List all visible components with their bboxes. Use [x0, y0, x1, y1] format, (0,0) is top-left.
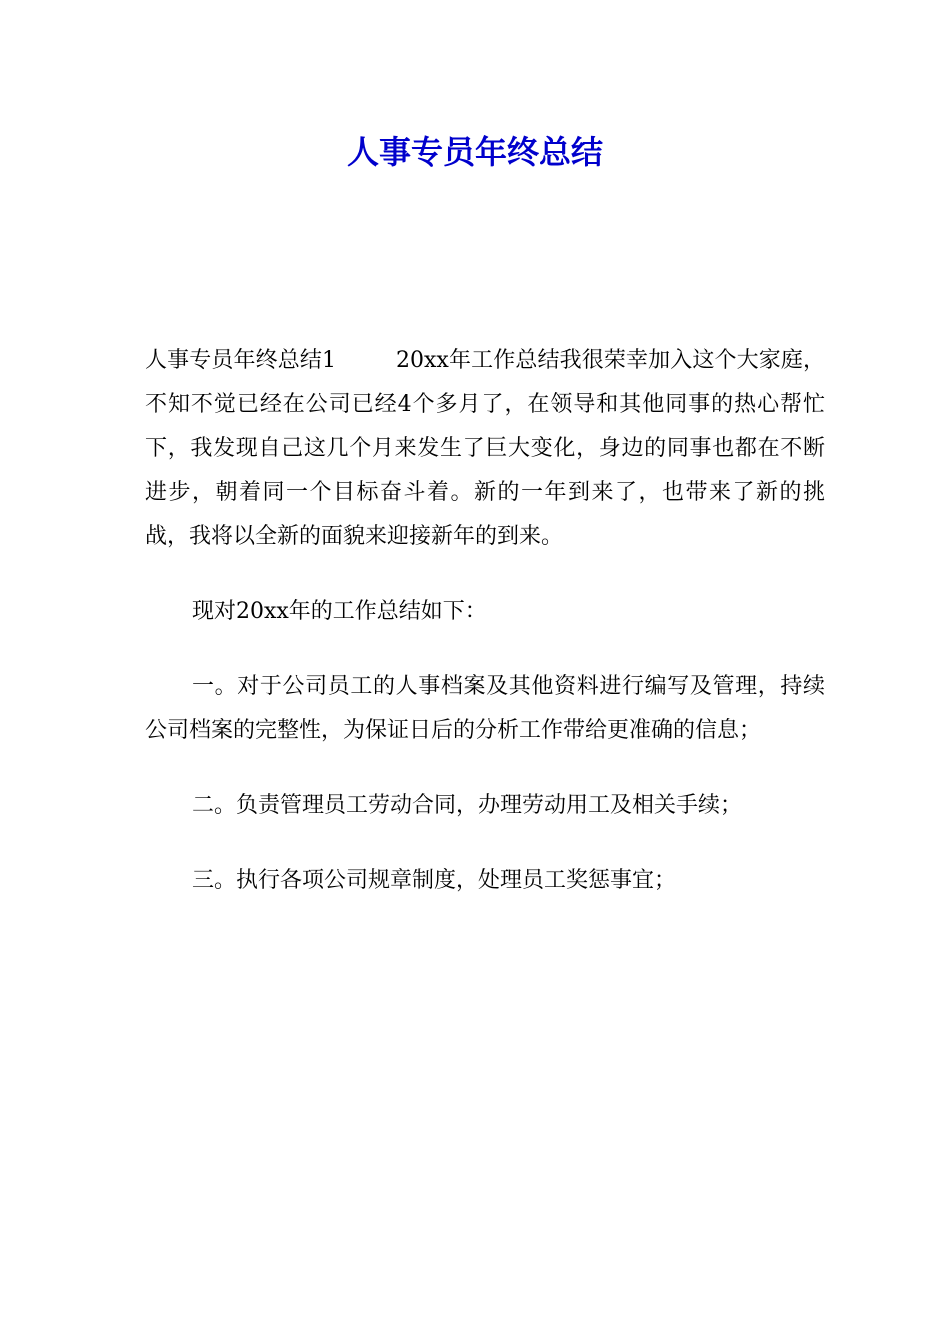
paragraph-item-1: 一。对于公司员工的人事档案及其他资料进行编写及管理，持续公司档案的完整性，为保证日后的分析工作带给更准确的信息； — [145, 674, 825, 743]
document-body — [145, 339, 825, 934]
paragraph-intro — [145, 339, 825, 559]
section-heading: 人事专员年终总结1 — [145, 348, 337, 373]
paragraph-item-2: 二。负责管理员工劳动合同，办理劳动用工及相关手续； — [192, 793, 743, 818]
paragraph-summary-lead: 现对20xx年的工作总结如下： — [192, 599, 487, 624]
document-title: 人事专员年终总结 — [346, 133, 603, 171]
paragraph-item-3: 三。执行各项公司规章制度，处理员工奖惩事宜； — [192, 868, 677, 893]
paragraph-text: 20xx年工作总结我很荣幸加入这个大家庭，不知不觉已经在公司已经4个多月了，在领导和其他同事的热心帮忙下，我发现自己这几个月来发生了巨大变化，身边的同事也都在不断进步，朝着同一个目标奋斗着。新的一年到来了，也带来了新的挑战，我将以全新的面貌来迎接新年的到来。 — [145, 348, 826, 549]
